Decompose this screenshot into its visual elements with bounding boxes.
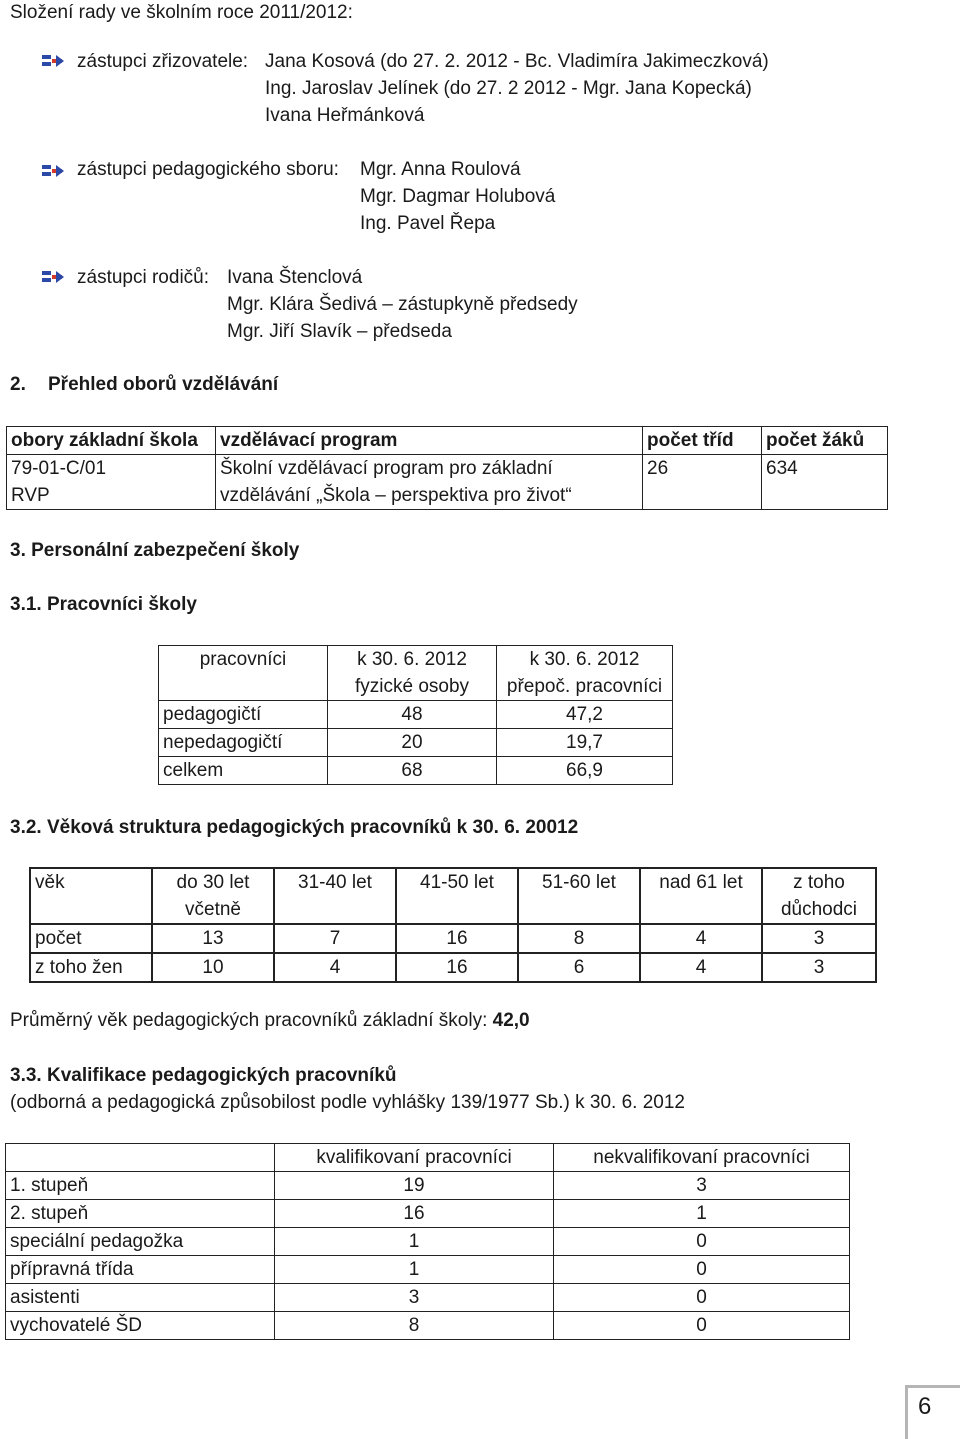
programs-header-program: vzdělávací program	[216, 427, 643, 455]
table-row	[6, 1228, 850, 1256]
founders-label: zástupci zřizovatele:	[77, 51, 249, 72]
age-header: 31-40 let	[274, 868, 396, 924]
section-3-1-title: 3.1. Pracovníci školy	[10, 594, 197, 615]
programs-cell-classes: 26	[643, 455, 762, 510]
qualification-cell: 19	[275, 1172, 554, 1200]
section-3-3-title: 3.3. Kvalifikace pedagogických pracovníků	[10, 1065, 397, 1086]
staff-cell: 20	[328, 729, 497, 757]
founders-line-3: Ivana Heřmánková	[265, 105, 425, 126]
staff-header-physical: k 30. 6. 2012 fyzické osoby	[328, 646, 497, 701]
age-cell: 4	[640, 953, 762, 982]
age-table	[29, 867, 877, 983]
table-row	[6, 1312, 850, 1340]
age-cell: 4	[640, 924, 762, 953]
section-2-title: Přehled oborů vzdělávání	[48, 374, 279, 395]
staff-cell: 66,9	[497, 757, 673, 785]
programs-cell-program: Školní vzdělávací program pro základní vzdělávání „Škola – perspektiva pro život“	[216, 455, 643, 510]
table-header-row	[7, 427, 888, 455]
qualification-cell: vychovatelé ŠD	[6, 1312, 275, 1340]
age-header: 51-60 let	[518, 868, 640, 924]
section-2-number: 2.	[10, 374, 26, 395]
teachers-label: zástupci pedagogického sboru:	[77, 159, 339, 180]
age-header: do 30 let včetně	[152, 868, 274, 924]
qualification-cell: 1. stupeň	[6, 1172, 275, 1200]
table-header-row	[6, 1144, 850, 1172]
qualification-table	[5, 1143, 850, 1340]
founders-line-1: Jana Kosová (do 27. 2. 2012 - Bc. Vladimíra Jakimeczková)	[265, 51, 769, 72]
qualification-cell: 2. stupeň	[6, 1200, 275, 1228]
staff-cell: 68	[328, 757, 497, 785]
qualification-cell: 1	[554, 1200, 850, 1228]
parents-label: zástupci rodičů:	[77, 267, 210, 288]
list-bullet-icon	[42, 53, 64, 69]
table-header-row	[159, 646, 673, 701]
qualification-cell: 0	[554, 1284, 850, 1312]
average-age-line	[10, 1008, 530, 1034]
age-cell: 7	[274, 924, 396, 953]
age-cell: počet	[30, 924, 152, 953]
table-row	[30, 953, 876, 982]
staff-cell: 19,7	[497, 729, 673, 757]
staff-header-recalc: k 30. 6. 2012 přepoč. pracovníci	[497, 646, 673, 701]
age-cell: 8	[518, 924, 640, 953]
qualification-cell: 1	[275, 1256, 554, 1284]
teachers-line-3: Ing. Pavel Řepa	[360, 213, 496, 234]
age-cell: z toho žen	[30, 953, 152, 982]
programs-header-classes: počet tříd	[643, 427, 762, 455]
age-cell: 3	[762, 924, 876, 953]
programs-header-field: obory základní škola	[7, 427, 216, 455]
table-header-row	[30, 868, 876, 924]
table-row	[6, 1200, 850, 1228]
qualification-cell: 0	[554, 1256, 850, 1284]
table-row	[30, 924, 876, 953]
qualification-cell: 3	[275, 1284, 554, 1312]
staff-cell: nepedagogičtí	[159, 729, 328, 757]
section-3-3-subtitle: (odborná a pedagogická způsobilost podle vyhlášky 139/1977 Sb.) k 30. 6. 2012	[10, 1092, 685, 1113]
table-row	[159, 757, 673, 785]
age-header: věk	[30, 868, 152, 924]
staff-cell: 47,2	[497, 701, 673, 729]
table-row	[6, 1256, 850, 1284]
qualification-cell: asistenti	[6, 1284, 275, 1312]
section-3-2-title: 3.2. Věková struktura pedagogických pracovníků k 30. 6. 20012	[10, 817, 579, 838]
age-cell: 6	[518, 953, 640, 982]
programs-cell-pupils: 634	[762, 455, 888, 510]
qualification-cell: přípravná třída	[6, 1256, 275, 1284]
programs-table	[6, 426, 888, 510]
table-row	[6, 1284, 850, 1312]
page-heading: Složení rady ve školním roce 2011/2012:	[10, 2, 353, 23]
list-bullet-icon	[42, 163, 64, 179]
programs-header-pupils: počet žáků	[762, 427, 888, 455]
qualification-header	[6, 1144, 275, 1172]
age-cell: 16	[396, 924, 518, 953]
qualification-cell: 1	[275, 1228, 554, 1256]
parents-line-2: Mgr. Klára Šedivá – zástupkyně předsedy	[227, 294, 578, 315]
table-row	[159, 701, 673, 729]
average-age-value: 42,0	[492, 1010, 530, 1031]
age-cell: 16	[396, 953, 518, 982]
qualification-cell: 3	[554, 1172, 850, 1200]
staff-cell: pedagogičtí	[159, 701, 328, 729]
page-number-frame	[905, 1385, 960, 1439]
age-header: z toho důchodci	[762, 868, 876, 924]
staff-header-workers: pracovníci	[159, 646, 328, 701]
teachers-line-2: Mgr. Dagmar Holubová	[360, 186, 556, 207]
age-cell: 10	[152, 953, 274, 982]
age-header: nad 61 let	[640, 868, 762, 924]
qualification-header: nekvalifikovaní pracovníci	[554, 1144, 850, 1172]
qualification-cell: 8	[275, 1312, 554, 1340]
founders-line-2: Ing. Jaroslav Jelínek (do 27. 2 2012 - Mgr. Jana Kopecká)	[265, 78, 752, 99]
teachers-line-1: Mgr. Anna Roulová	[360, 159, 521, 180]
list-bullet-icon	[42, 269, 64, 285]
table-row	[6, 1172, 850, 1200]
parents-line-1: Ivana Štenclová	[227, 267, 363, 288]
age-cell: 3	[762, 953, 876, 982]
section-3-title: 3. Personální zabezpečení školy	[10, 540, 300, 561]
staff-table	[158, 645, 673, 785]
qualification-cell: 0	[554, 1228, 850, 1256]
age-cell: 13	[152, 924, 274, 953]
average-age-label: Průměrný věk pedagogických pracovníků základní školy:	[10, 1010, 488, 1031]
age-cell: 4	[274, 953, 396, 982]
programs-cell-field: 79-01-C/01 RVP	[7, 455, 216, 510]
age-header: 41-50 let	[396, 868, 518, 924]
qualification-header: kvalifikovaní pracovníci	[275, 1144, 554, 1172]
qualification-cell: 0	[554, 1312, 850, 1340]
staff-cell: celkem	[159, 757, 328, 785]
table-row	[7, 455, 888, 510]
parents-line-3: Mgr. Jiří Slavík – předseda	[227, 321, 452, 342]
table-row	[159, 729, 673, 757]
qualification-cell: 16	[275, 1200, 554, 1228]
page-number: 6	[918, 1393, 932, 1420]
qualification-cell: speciální pedagožka	[6, 1228, 275, 1256]
staff-cell: 48	[328, 701, 497, 729]
